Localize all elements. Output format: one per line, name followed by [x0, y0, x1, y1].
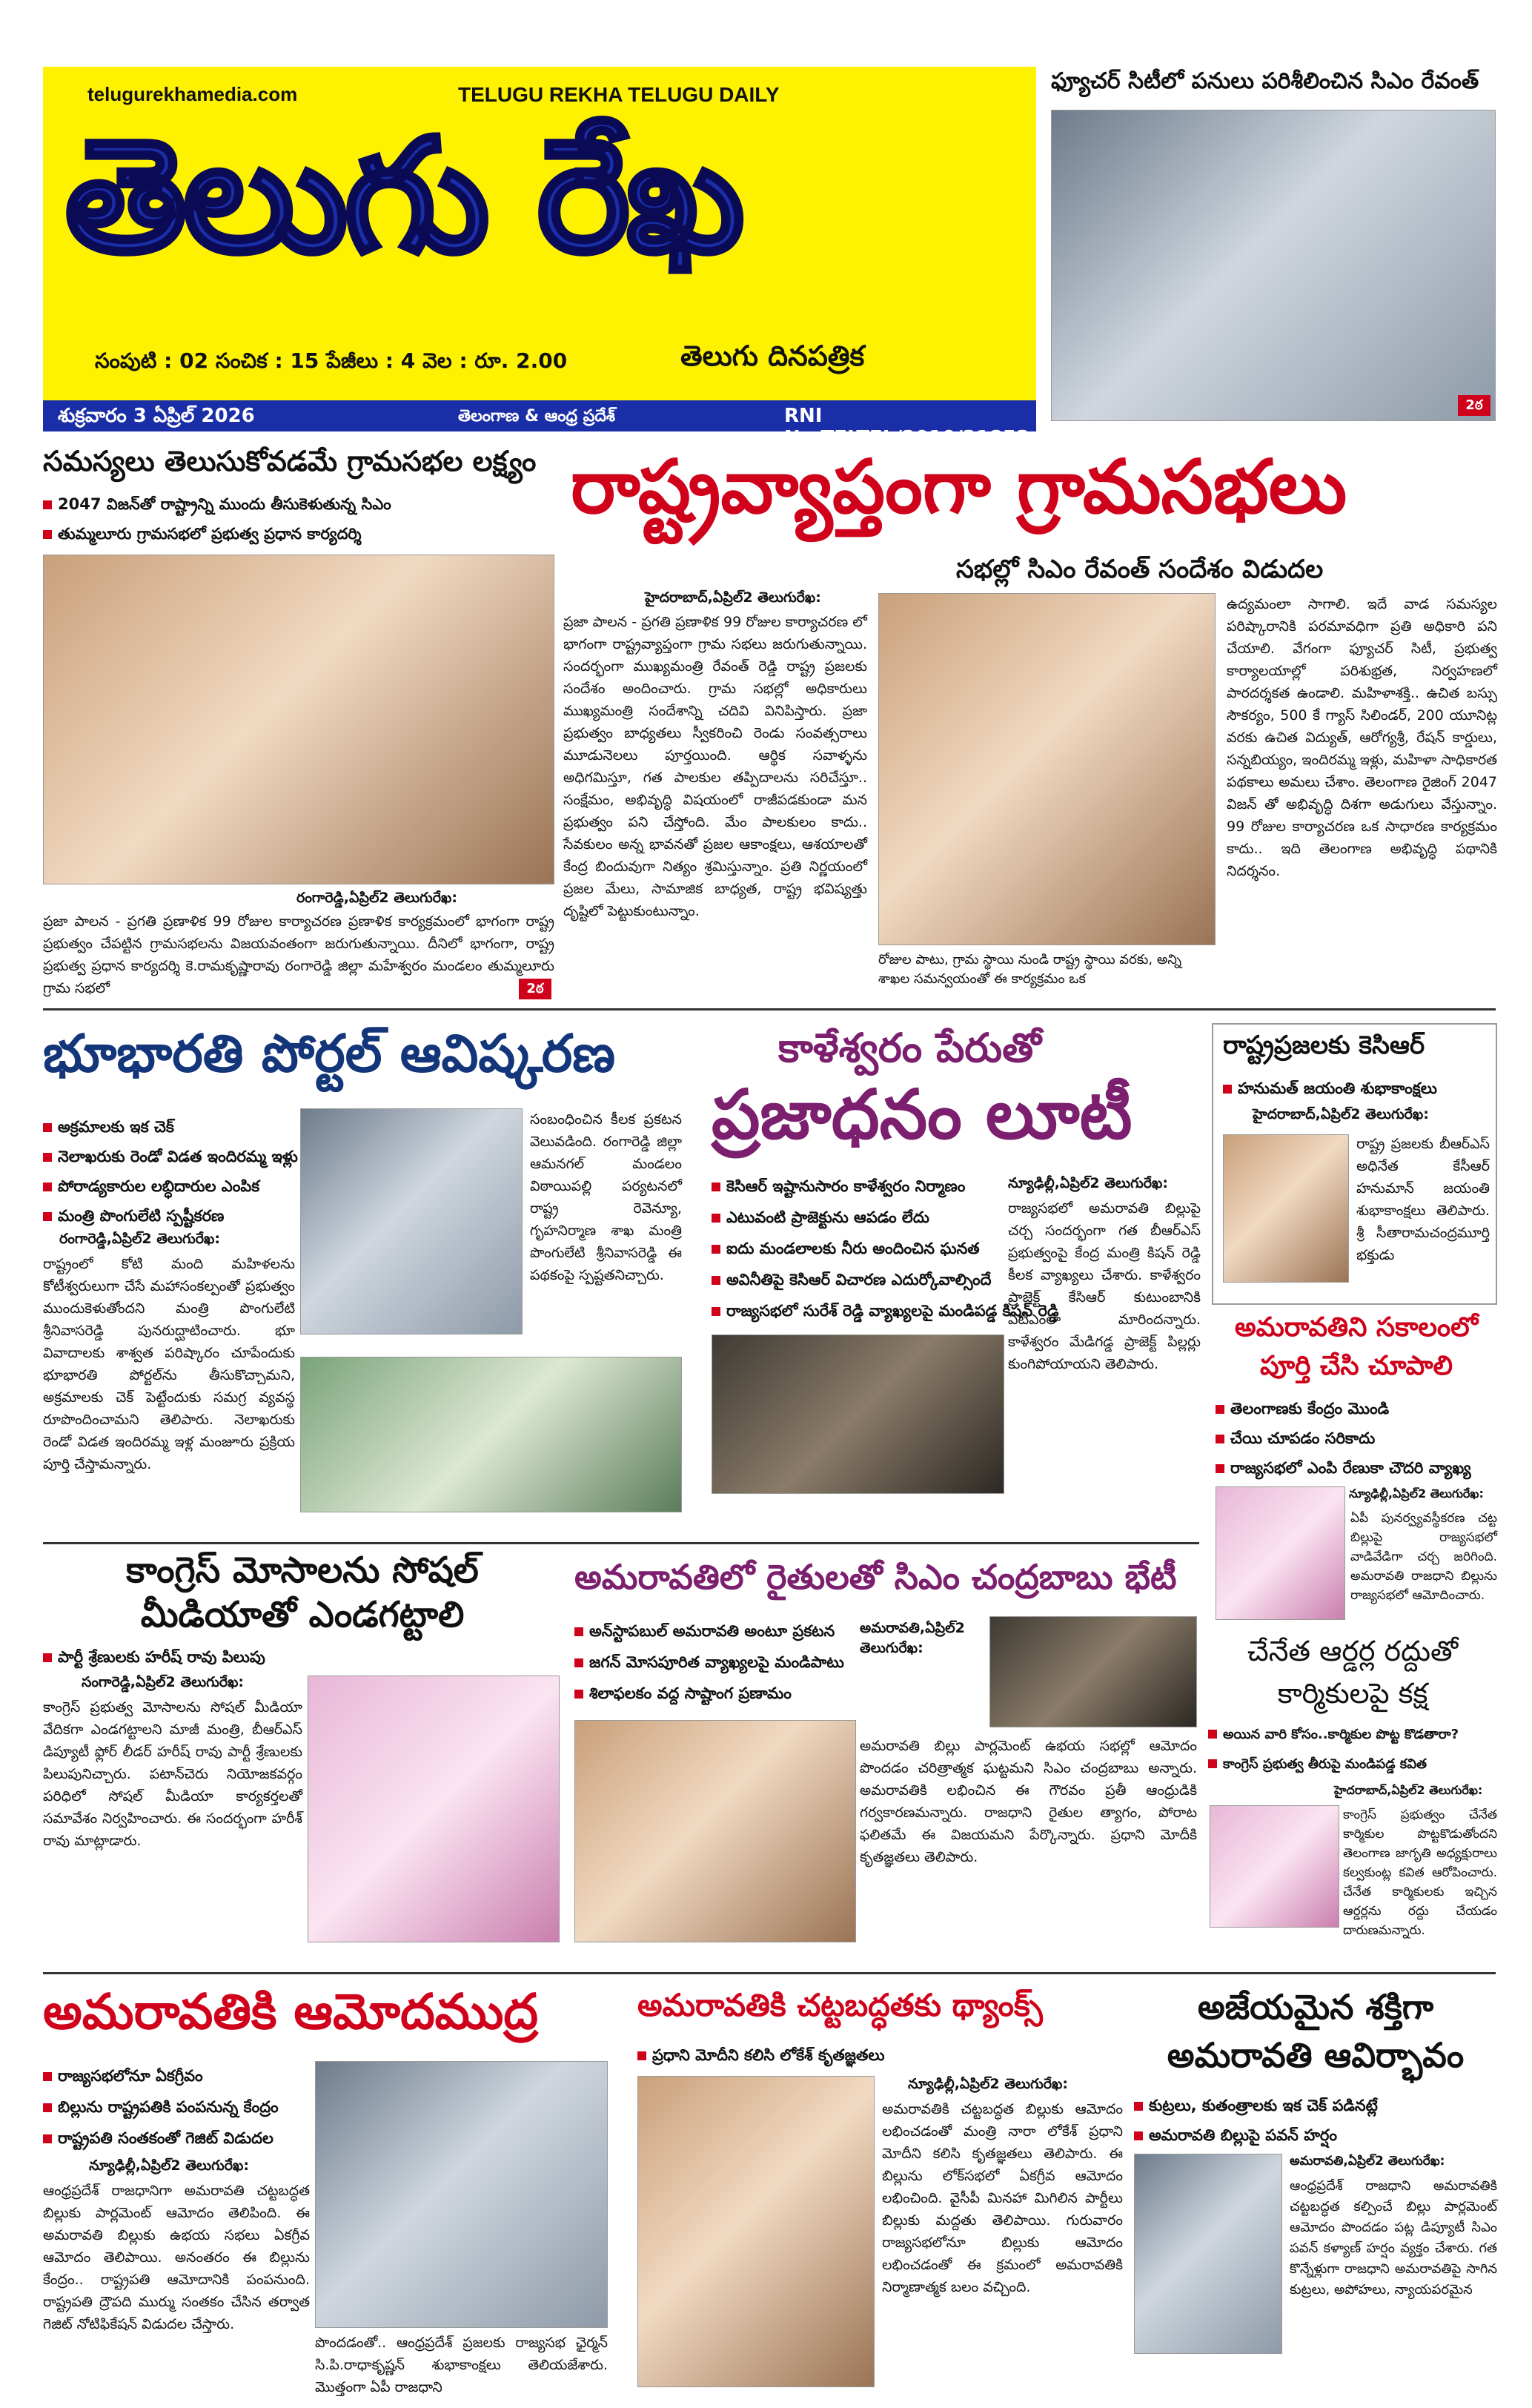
lokesh-modi-photo: [637, 2076, 875, 2387]
kcr-dateline: హైదరాబాద్,ఏప్రిల్2 తెలుగురేఖ:: [1253, 1106, 1429, 1122]
sakalam-bullet-1: తెలంగాణకు కేంద్రం మొండి: [1216, 1394, 1497, 1423]
kavitha-photo: [1210, 1805, 1339, 1928]
kaleshwaram-bullet-3: ఐదు మండలాలకు నీరు అందించిన ఘనత: [712, 1234, 993, 1263]
pawan-kalyan-photo: [1134, 2154, 1282, 2354]
sakalam-body: ఏపీ పునర్వ్యవస్థీకరణ చట్ట బిల్లుపై రాజ్యసభలో వాడివేడిగా చర్చ జరిగింది. అమరావతి రాజధాని బిల్లును రాజ్యసభలో ఆమోదించారు.: [1350, 1511, 1497, 1603]
revanth-photo: [878, 593, 1216, 945]
amodamudra-bullet-3: రాష్ట్రపతి సంతకంతో గెజిట్ విడుదల: [43, 2123, 310, 2153]
amodamudra-dateline: న్యూఢిల్లీ,ఏప్రిల్2 తెలుగురేఖ:: [89, 2157, 249, 2174]
cbn-prostration-photo: [574, 1720, 856, 1942]
dateline-bar: [43, 400, 1036, 449]
lead-body-right: ఉద్యమంలా సాగాలి. ఇదే వాడ సమస్యల పరిష్కారానికి పరమావధిగా ప్రతి అధికారి పని చేయాలి. వేగంగా ఫ్యూచర్ సిటీ, ప్రభుత్వ కార్యాలయాల్లో పరిశుభ్రత, నిర్వహణలో పారదర్శకత ఉండాలి. మహిళాశక్తి.. ఉచిత బస్సు సౌకర్యం, 500 కే గ్యాస్ సిలిండర్, 200 యూనిట్ల వరకు ఉచిత విద్యుత్, ఆరోగ్యశ్రీ, రేషన్ కార్డులు, సన్నబియ్యం, ఇందిరమ్మ ఇళ్లు, మహిళా సాధికారత పథకాలు అమలు చేశాం. తెలంగాణ రైజింగ్ 2047 విజన్ తో అభివృద్ధి దిశగా అడుగులు వేస్తున్నాం. 99 రోజుల కార్యాచరణ ఒక సాధారణ కార్యక్రమం కాదు.. ఇది తెలంగాణ అభివృద్ధి పథానికి నిదర్శనం.: [1227, 596, 1497, 879]
ajeya-dateline: అమరావతి,ఏప్రిల్2 తెలుగురేఖ:: [1290, 2154, 1445, 2169]
ponguleti-photo: [300, 1108, 523, 1334]
bhubharathi-headline: భూభారతి పోర్టల్ ఆవిష్కరణ: [43, 1023, 616, 1084]
brs-bullet: పార్టీ శ్రేణులకు హరీష్ రావు పిలుపు: [43, 1642, 562, 1672]
cbn-bullet-2: జగన్ మోసపూరిత వ్యాఖ్యలపై మండిపాటు: [574, 1647, 856, 1677]
amodamudra-bullet-2: బిల్లును రాష్ట్రపతికి పంపనున్న కేంద్రం: [43, 2092, 310, 2122]
lead-photo-caption: రోజుల పాటు, గ్రామ స్థాయి నుండి రాష్ట్ర స్థాయి వరకు, అన్ని శాఖల సమన్వయంతో ఈ కార్యక్రమం ఒక: [878, 952, 1182, 987]
bhubharathi-bullet-4: మంత్రి పొంగులేటి స్పష్టీకరణ: [43, 1201, 295, 1231]
kaleshwaram-headline-1: కాళేశ్వరం పేరుతో: [778, 1025, 1041, 1071]
kaleshwaram-bullet-1: కెసిఆర్ ఇష్టానుసారం కాళేశ్వరం నిర్మాణం: [712, 1171, 993, 1201]
harish-rao-photo: [308, 1676, 560, 1942]
kcr-bullet: హనుమత్ జయంతి శుభాకాంక్షలు: [1223, 1074, 1490, 1103]
ajeya-body: ఆంధ్రప్రదేశ్ రాజధాని అమరావతికి చట్టబద్ధత కల్పించే బిల్లు పార్లమెంట్ ఆమోదం పొందడం పట్ల డిప్యూటీ సిఎం పవన్ కళ్యాణ్ హర్షం వ్యక్తం చేశారు. గత కొన్నేళ్లుగా రాజధాని అమరావతిపై సాగిన కుట్రలు, అపోహలు, న్యాయపరమైన: [1290, 2178, 1497, 2298]
ajeya-bullet-2: అమరావతి బిల్లుపై పవన్ హర్షం: [1134, 2120, 1497, 2150]
bhubharathi-bullet-1: అక్రమాలకు ఇక చెక్: [43, 1112, 295, 1142]
gramasabha-headline: సమస్యలు తెలుసుకోవడమే గ్రామసభల లక్ష్యం: [43, 445, 537, 477]
gramasabha-bullet-2: తుమ్మలూరు గ్రామసభలో ప్రభుత్వ ప్రధాన కార్యదర్శి: [43, 519, 554, 549]
chenetha-body: కాంగ్రెస్ ప్రభుత్వం చేనేత కార్మికుల పొట్టకొడుతోందని తెలంగాణ జాగృతి అధ్యక్షురాలు కల్వకుంట్ల కవిత ఆరోపించారు. చేనేత కార్మికులకు ఇచ్చిన ఆర్డర్లను రద్దు చేయడం దారుణమన్నారు.: [1343, 1807, 1497, 1938]
chenetha-headline-2: కార్మికులపై కక్ష: [1277, 1677, 1428, 1710]
site-url[interactable]: telugurekhamedia.com: [87, 83, 298, 105]
section-divider-3: [43, 1972, 1496, 1974]
gramasabha-photo: [43, 555, 554, 884]
amodamudra-photo: [315, 2061, 608, 2328]
top-photo-caption: ఫ్యూచర్ సిటీలో పనులు పరిశీలించిన సిఎం రేవంత్: [1051, 68, 1479, 94]
amodamudra-headline: అమరావతికి ఆమోదముద్ర: [43, 1983, 538, 2040]
bhubharathi-bullet-2: నెలాఖరుకు రెండో విడత ఇందిరమ్మ ఇళ్లు: [43, 1142, 295, 1171]
gramasabha-body: ప్రజా పాలన - ప్రగతి ప్రణాళిక 99 రోజుల కార్యాచరణ ప్రణాళిక కార్యక్రమంలో భాగంగా రాష్ట్ర ప్రభుత్వం చేపట్టిన గ్రామసభలను విజయవంతంగా జరుగుతున్నాయి. దీనిలో భాగంగా, రాష్ట్ర ప్రభుత్వ ప్రధాన కార్యదర్శి కె.రామకృష్ణారావు రంగారెడ్డి జిల్లా మహేశ్వరం మండలం తుమ్మలూరు గ్రామ సభలో: [43, 913, 554, 996]
lead-dateline: హైదరాబాద్,ఏప్రిల్2 తెలుగురేఖ:: [645, 589, 821, 606]
kcr-headline: రాష్ట్రప్రజలకు కెసిఆర్: [1223, 1031, 1425, 1060]
issue-date: శుక్రవారం 3 ఏప్రిల్ 2026: [58, 405, 255, 427]
rni-number: RNI No.TELTEL/2010/31853: [784, 405, 1030, 449]
bhubharathi-body: రాష్ట్రంలో కోటి మంది మహిళలను కోటీశ్వరులుగా చేసే మహాసంకల్పంతో ప్రభుత్వం ముందుకెళుతోందని మంత్రి పొంగులేటి శ్రీనివాసరెడ్డి పునరుద్ఘాటించారు. భూ వివాదాలకు శాశ్వత పరిష్కారం చూపేందుకు భూభారతి పోర్టల్‌ను తీసుకొచ్చామని, అక్రమాలకు చెక్ పెట్టేందుకు సమగ్ర వ్యవస్థ రూపొందించామని తెలిపారు. నెలాఖరుకు రెండో విడత ఇందిరమ్మ ఇళ్ల మంజూరు ప్రక్రియ పూర్తి చేస్తామన్నారు.: [43, 1256, 295, 1472]
chenetha-headline-1: చేనేత ఆర్డర్ల రద్దుతో: [1247, 1635, 1459, 1667]
gramasabha-bullet-1: 2047 విజన్‌తో రాష్ట్రాన్ని ముందు తీసుకెళుతున్న సిఎం: [43, 489, 554, 519]
sakalam-bullet-2: చేయి చూపడం సరికాదు: [1216, 1423, 1497, 1453]
thanks-headline: అమరావతికి చట్టబద్ధతకు థ్యాంక్స్: [637, 1987, 1043, 2023]
cbn-bullet-1: అన్‌స్టాపబుల్ అమరావతి అంటూ ప్రకటన: [574, 1616, 856, 1646]
cbn-dateline: అమరావతి,ఏప్రిల్2 తెలుగురేఖ:: [860, 1620, 965, 1656]
ajeya-bullet-1: కుట్రలు, కుతంత్రాలకు ఇక చెక్ పడినట్లే: [1134, 2091, 1497, 2120]
ajeya-headline-2: అమరావతి ఆవిర్భావం: [1167, 2035, 1465, 2075]
bhubharathi-side: సంబంధించిన కీలక ప్రకటన వెలువడింది. రంగారెడ్డి జిల్లా ఆమనగల్ మండలం విఠాయిపల్లి పర్యటనలో రాష్ట్ర రెవెన్యూ, గృహనిర్మాణ శాఖ మంత్రి పొంగులేటి శ్రీనివాసరెడ్డి ఈ పథకంపై స్పష్టతనిచ్చారు.: [530, 1111, 682, 1283]
issue-info: సంపుటి : 02 సంచిక : 15 పేజీలు : 4 వెల : రూ. 2.00: [95, 348, 568, 373]
daily-label: TELUGU REKHA TELUGU DAILY: [458, 83, 780, 106]
ajeya-headline-1: అజేయమైన శక్తిగా: [1197, 1987, 1434, 2027]
gramasabha-badge: 2ఠ: [519, 979, 551, 999]
chenetha-dateline: హైదరాబాద్,ఏప్రిల్2 తెలుగురేఖ:: [1334, 1783, 1483, 1797]
kaleshwaram-headline-2: ప్రజాధనం లూటీ: [712, 1075, 1133, 1154]
lead-headline: రాష్ట్రవ్యాప్తంగా గ్రామసభలు: [571, 443, 1347, 530]
kaleshwaram-bullet-5: రాజ్యసభలో సురేశ్ రెడ్డి వ్యాఖ్యలపై మండిపడ్డ కిషన్ రెడ్డి: [712, 1296, 993, 1326]
brs-headline-1: కాంగ్రెస్ మోసాలను సోషల్: [126, 1549, 479, 1591]
edition-states: తెలంగాణ & ఆంధ్ర ప్రదేశ్: [458, 407, 615, 426]
kishan-reddy-photo: [712, 1334, 1004, 1494]
bhubharathi-portal-photo: [300, 1357, 682, 1512]
kaleshwaram-bullet-2: ఎటువంటి ప్రాజెక్టును ఆపడం లేదు: [712, 1203, 993, 1232]
brs-body: కాంగ్రెస్ ప్రభుత్వ మోసాలను సోషల్ మీడియా వేదికగా ఎండగట్టాలని మాజీ మంత్రి, బీఆర్ఎస్ డిప్యూటీ ఫ్లోర్ లీడర్ హరీష్ రావు పార్టీ శ్రేణులకు పిలుపునిచ్చారు. పటాన్‌చెరు నియోజకవర్గం పరిధిలో సోషల్ మీడియా కార్యకర్తలతో సమావేశం నిర్వహించారు. ఈ సందర్భంగా హరీశ్ రావు మాట్లాడారు.: [43, 1699, 302, 1849]
section-divider: [43, 1008, 1496, 1010]
kaleshwaram-body: రాజ్యసభలో అమరావతి బిల్లుపై చర్చ సందర్భంగా గత బీఆర్ఎస్ ప్రభుత్వంపై కేంద్ర మంత్రి కిషన్ రెడ్డి కీలక వ్యాఖ్యలు చేశారు. కాళేశ్వరం ప్రాజెక్ట్ కేసిఆర్ కుటుంబానికి ఏటీఎంలా మారిందన్నారు. కాళేశ్వరం మేడిగడ్డ ప్రాజెక్ట్ పిల్లర్లు కుంగిపోయాయని తెలిపారు.: [1008, 1200, 1201, 1372]
sakalam-headline-1: అమరావతిని సకాలంలో: [1234, 1312, 1479, 1343]
amodamudra-side: పొందడంతో.. ఆంధ్రప్రదేశ్ ప్రజలకు రాజ్యసభ ఛైర్మన్ సి.పి.రాధాకృష్ణన్ శుభాకాంక్షలు తెలియజేశారు. మొత్తంగా ఏపీ రాజధాని: [315, 2335, 608, 2395]
masthead: [43, 67, 1036, 404]
page-badge: 2ఠ: [1458, 395, 1490, 416]
amodamudra-body: ఆంధ్రప్రదేశ్ రాజధానిగా అమరావతి చట్టబద్ధత బిల్లుకు పార్లమెంట్ ఆమోదం తెలిపింది. ఈ అమరావతి బిల్లుకు ఉభయ సభలు ఏకగ్రీవ ఆమోదం తెలిపాయి. అనంతరం ఈ బిల్లును కేంద్రం.. రాష్ట్రపతి ఆమోదానికి పంపనుంది. రాష్ట్రపతి ద్రౌపది ముర్ము సంతకం చేసిన తర్వాత గెజిట్ నోటిఫికేషన్ విడుదల చేస్తారు.: [43, 2183, 310, 2332]
newspaper-subtitle: తెలుగు దినపత్రిక: [680, 340, 865, 372]
brs-dateline: సంగారెడ్డి,ఏప్రిల్2 తెలుగురేఖ:: [82, 1674, 245, 1690]
brs-headline-2: మీడియాతో ఎండగట్టాలి: [140, 1594, 465, 1635]
newspaper-logo: తెలుగు రేఖ: [65, 105, 742, 287]
kcr-body: రాష్ట్ర ప్రజలకు బీఆర్ఎస్ అధినేత కేసీఆర్ హనుమాన్ జయంతి శుభాకాంక్షలు తెలిపారు. శ్రీ సీతారామచంద్రమూర్తి భక్తుడు: [1356, 1136, 1490, 1263]
cbn-body: అమరావతి బిల్లు పార్లమెంట్ ఉభయ సభల్లో ఆమోదం పొందడం చరిత్రాత్మక ఘట్టమని సిఎం చంద్రబాబు అన్నారు. అమరావతికి లభించిన ఈ గౌరవం ప్రతీ ఆంధ్రుడికి గర్వకారణమన్నారు. రాజధాని రైతుల త్యాగం, పోరాట ఫలితమే ఈ విజయమని పేర్కొన్నారు. ప్రధాని మోదీకి కృతజ్ఞతలు తెలిపారు.: [860, 1738, 1197, 1865]
cbn-bullet-3: శిలాఫలకం వద్ద సాష్టాంగ ప్రణామం: [574, 1678, 856, 1708]
gramasabha-dateline: రంగారెడ్డి,ఏప్రిల్2 తెలుగురేఖ:: [296, 890, 457, 906]
thanks-bullet: ప్రధాని మోదీని కలిసి లోకేశ్ కృతజ్ఞతలు: [637, 2040, 1112, 2070]
chenetha-bullet-2: కాంగ్రెస్ ప్రభుత్వ తీరుపై మండిపడ్డ కవిత: [1208, 1750, 1497, 1779]
kaleshwaram-bullet-4: అవినీతిపై కెసిఆర్ విచారణ ఎదుర్కోవాల్సిందే: [712, 1265, 993, 1294]
thanks-body: అమరావతికి చట్టబద్ధత బిల్లుకు ఆమోదం లభించడంతో మంత్రి నారా లోకేశ్ ప్రధాని మోదీని కలిసి కృతజ్ఞతలు తెలిపారు. ఈ బిల్లును లోక్‌సభలో ఏకగ్రీవ ఆమోదం లభించింది. వైసీపీ మినహా మిగిలిన పార్టీలు బిల్లుకు మద్దతు తెలిపాయి. గురువారం రాజ్యసభలోనూ బిల్లుకు ఆమోదం లభించడంతో ఈ క్రమంలో అమరావతికి నిర్మాణాత్మక బలం వచ్చింది.: [882, 2101, 1123, 2295]
renuka-chowdary-photo: [1216, 1486, 1345, 1620]
bhubharathi-dateline: రంగారెడ్డి,ఏప్రిల్2 తెలుగురేఖ:: [59, 1231, 220, 1247]
cbn-headline: అమరావతిలో రైతులతో సిఎం చంద్రబాబు భేటీ: [574, 1557, 1177, 1597]
kaleshwaram-dateline: న్యూఢిల్లీ,ఏప్రిల్2 తెలుగురేఖ:: [1008, 1175, 1168, 1191]
lead-subhead: సభల్లో సిఎం రేవంత్ సందేశం విడుదల: [956, 555, 1324, 584]
sakalam-headline-2: పూర్తి చేసి చూపాలి: [1260, 1351, 1453, 1381]
chenetha-bullet-1: అయిన వారి కోసం..కార్మికుల పొట్ట కొడతారా?: [1208, 1720, 1497, 1750]
cbn-farmers-photo: [989, 1616, 1197, 1727]
sakalam-dateline: న్యూఢిల్లీ,ఏప్రిల్2 తెలుగురేఖ:: [1349, 1486, 1484, 1501]
lead-body-left: ప్రజా పాలన - ప్రగతి ప్రణాళిక 99 రోజుల కార్యాచరణ లో భాగంగా రాష్ట్రవ్యాప్తంగా గ్రామ సభలు జరుగుతున్నాయి. సందర్భంగా ముఖ్యమంత్రి రేవంత్ రెడ్డి రాష్ట్ర ప్రజలకు సందేశం అందించారు. గ్రామ సభల్లో అధికారులు ముఖ్యమంత్రి సందేశాన్ని చదివి వినిపిస్తారు. ప్రజా ప్రభుత్వం బాధ్యతలు స్వీకరించి రెండు సంవత్సరాలు మూడునెలలు పూర్తయింది. ఆర్థిక సవాళ్ళను అధిగమిస్తూ, గత పాలకుల తప్పిదాలను సరిచేస్తూ.. సంక్షేమం, అభివృద్ధి విషయంలో రాజీపడకుండా మన ప్రభుత్వం పని చేస్తోంది. మేం పాలకులం కాదు.. సేవకులం అన్న భావనతో ప్రజల ఆకాంక్షలు, ఆశయాలతో కేంద్ర బిందువుగా నిత్యం శ్రమిస్తున్నాం. ప్రతి నిర్ణయంలో ప్రజల మేలు, సామాజిక బాధ్యత, రాష్ట్ర భవిష్యత్తు దృష్టిలో పెట్టుకుంటున్నాం.: [563, 614, 867, 919]
amodamudra-bullet-1: రాజ్యసభలోనూ ఏకగ్రీవం: [43, 2061, 310, 2091]
future-city-photo: [1051, 110, 1496, 421]
kcr-photo: [1223, 1134, 1349, 1283]
sakalam-bullet-3: రాజ్యసభలో ఎంపి రేణుకా చౌదరి వ్యాఖ్య: [1216, 1453, 1497, 1483]
bhubharathi-bullet-3: పోరాడ్యకారుల లబ్ధిదారుల ఎంపిక: [43, 1171, 295, 1201]
section-divider-2: [43, 1542, 1199, 1544]
thanks-dateline: న్యూఢిల్లీ,ఏప్రిల్2 తెలుగురేఖ:: [908, 2076, 1068, 2092]
